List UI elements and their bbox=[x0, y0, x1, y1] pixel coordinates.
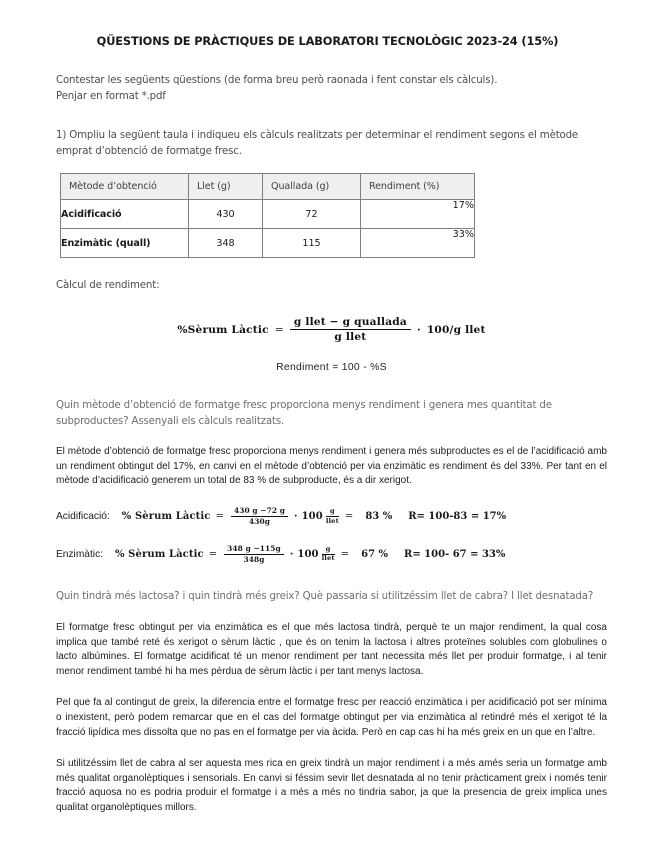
calc-numerator: 430 g −72 g bbox=[233, 505, 286, 515]
calc-label-acidificacio: Acidificació: bbox=[56, 511, 110, 523]
formula-numerator: g llet − g quallada bbox=[293, 315, 407, 328]
calc-r-expression: R= 100-83 = 17% bbox=[408, 511, 507, 523]
calc-unit-fraction bbox=[326, 508, 339, 525]
serum-lactic-formula bbox=[56, 316, 607, 344]
intro-line-1: Contestar les següents qüestions (de forma breu però raonada i fent constar els càlculs). bbox=[56, 75, 498, 86]
question-3-answer-paragraph-1: El formatge fresc obtingut per via enzimàtica es el que més lactosa tindrà, perquè te un major rendiment, la qual cosa implica que també reté és xerigot o sèrum làctic , que és on tenim la lactosa i altres proteïnes solubles com globulines o lacto albúmines. El formatge acidificat té un menor rendiment per tant necessita més llet per produir formatge, i al tenir menor rendiment també hi ha mes pèrdua de sèrum làctic i per tant menys lactosa. bbox=[56, 622, 607, 677]
table-row bbox=[61, 200, 475, 229]
yield-table bbox=[60, 173, 475, 258]
question-1-text: 1) Ompliu la següent taula i indiqueu els càlculs realitzats per determinar el rendiment segons el mètode emprat d’obtenció de formatge fresc. bbox=[56, 130, 579, 157]
cell-quallada: 72 bbox=[263, 200, 361, 229]
table-row bbox=[61, 229, 475, 258]
calculation-row-acidificacio bbox=[56, 507, 607, 527]
calc-r-expression: R= 100- 67 = 33% bbox=[404, 549, 506, 561]
calc-dot: · bbox=[294, 511, 298, 523]
question-3-prompt: Quin tindrà més lactosa? i quin tindrà més greix? Què passaria si utilitzéssim llet de cabra? I llet desnatada? bbox=[56, 591, 594, 603]
calc-lhs: % Sèrum Làctic bbox=[115, 549, 204, 561]
calc-result: 83 % bbox=[365, 511, 393, 523]
cell-method: Enzimàtic (quall) bbox=[61, 229, 189, 258]
calc-denominator: 348g bbox=[224, 554, 284, 564]
cell-quallada: 115 bbox=[263, 229, 361, 258]
calc-equals: = bbox=[215, 511, 224, 523]
calc-unit-fraction bbox=[322, 546, 335, 563]
calc-hundred: 100 bbox=[297, 549, 319, 561]
formula-fraction bbox=[290, 316, 411, 344]
question-2-answer: El mètode d’obtenció de formatge fresc proporciona menys rendiment i genera més subproductes es el de l’acidificació amb un rendiment obtingut del 17%, en canvi en el mètode d’obtenció per via enzimàtic es rendiment és del 33%. Per tant en el mètode d’acidificació generem un total de 83 % de subproducte, és a dir xerigot. bbox=[56, 446, 607, 487]
calc-numerator: 348 g −115g bbox=[227, 543, 281, 553]
calc-equals-2: = bbox=[344, 511, 354, 523]
table-header-quallada: Quallada (g) bbox=[263, 174, 361, 200]
cell-rendiment: 33% bbox=[361, 229, 475, 258]
calc-unit-denominator: llet bbox=[321, 554, 335, 563]
calc-result: 67 % bbox=[361, 549, 389, 561]
calc-hundred: 100 bbox=[301, 511, 323, 523]
table-header-row bbox=[61, 174, 475, 200]
rendiment-formula: Rendiment = 100 - %S bbox=[276, 361, 387, 373]
calc-denominator: 430g bbox=[231, 516, 288, 526]
formula-dot: · bbox=[416, 323, 421, 336]
question-3-answer-paragraph-3: Si utilitzéssim llet de cabra al ser aquesta mes rica en greix tindrà un major rendiment i a més amés seria un formatge amb més qualitat organolèptiques i sensorials. En canvi si féssim sevir llet desnatada al no tenir pràcticament greix i només tenir fracció aquosa no es podria produir el formatge i a més a més no tindria sabor, ja que la presencia de greix implica unes qualitat organolèptiques millors. bbox=[56, 758, 607, 813]
table-header-rendiment: Rendiment (%) bbox=[361, 174, 475, 200]
document-body bbox=[0, 73, 655, 816]
calc-fraction bbox=[224, 545, 284, 565]
calculation-row-enzimatic bbox=[56, 545, 607, 565]
calc-unit-numerator: g bbox=[329, 507, 335, 516]
formula-equals: = bbox=[274, 323, 284, 336]
question-3-answer-paragraph-2: Pel que fa al contingut de greix, la diferencia entre el formatge fresc per reacció enzimàtica i per acidificació pot ser mínima o inexistent, però podem remarcar que en el cas del formatge obtingut per via enzimàtica al retindré més el xerigot té la fracció lipídica mes dissolta que no pas en el formatge per via àcida. Però en cap cas hi ha més greix en un que en l’altre. bbox=[56, 697, 607, 738]
calc-equals-2: = bbox=[340, 549, 350, 561]
question-2-prompt: Quin mètode d’obtenció de formatge fresc proporciona menys rendiment i genera mes quantitat de subproductes? Assenyali els càlculs realitzats. bbox=[56, 399, 552, 427]
cell-llet: 430 bbox=[189, 200, 263, 229]
page-title: QÜESTIONS DE PRÀCTIQUES DE LABORATORI TECNOLÒGIC 2023-24 (15%) bbox=[96, 34, 559, 48]
calc-label: Càlcul de rendiment: bbox=[56, 280, 160, 292]
intro-line-2: Penjar en format *.pdf bbox=[56, 90, 166, 102]
table-header-method: Mètode d’obtenció bbox=[61, 174, 189, 200]
calc-fraction bbox=[231, 507, 288, 527]
calc-label-enzimatic: Enzimàtic: bbox=[56, 549, 103, 561]
calc-unit-denominator: llet bbox=[325, 516, 339, 525]
calc-dot: · bbox=[289, 549, 294, 561]
calc-unit-numerator: g bbox=[325, 545, 331, 553]
cell-llet: 348 bbox=[189, 229, 263, 258]
calc-lhs: % Sèrum Làctic bbox=[121, 511, 211, 523]
formula-tail: 100/g llet bbox=[426, 323, 486, 336]
cell-rendiment: 17% bbox=[361, 200, 475, 229]
cell-method: Acidificació bbox=[61, 200, 189, 229]
formula-lhs: %Sèrum Làctic bbox=[177, 323, 269, 336]
calc-equals: = bbox=[208, 549, 218, 561]
table-header-llet: Llet (g) bbox=[189, 174, 263, 200]
formula-denominator: g llet bbox=[290, 329, 411, 344]
